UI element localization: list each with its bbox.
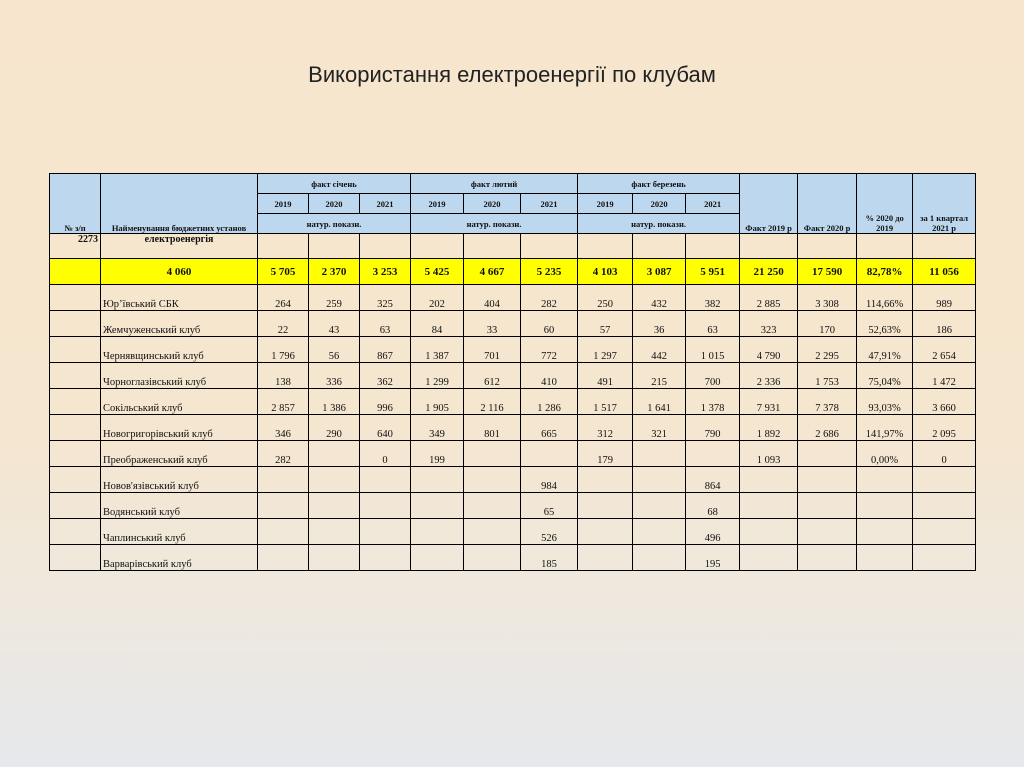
value-cell (258, 545, 309, 571)
value-cell (740, 545, 798, 571)
value-cell (740, 467, 798, 493)
value-cell: 984 (521, 467, 578, 493)
value-cell: 195 (686, 545, 740, 571)
table-row (50, 285, 976, 311)
row-number-cell (50, 363, 101, 389)
value-cell: 701 (464, 337, 521, 363)
value-cell (258, 519, 309, 545)
value-cell (360, 493, 411, 519)
value-cell: 2 336 (740, 363, 798, 389)
value-cell: 1 517 (578, 389, 633, 415)
value-cell: 612 (464, 363, 521, 389)
value-cell: 60 (521, 311, 578, 337)
value-cell (411, 467, 464, 493)
value-cell: 1 015 (686, 337, 740, 363)
value-cell: 36 (633, 311, 686, 337)
value-cell: 68 (686, 493, 740, 519)
value-cell: 321 (633, 415, 686, 441)
club-name: Юр’ївський СБК (101, 285, 258, 311)
club-name: Сокільський клуб (101, 389, 258, 415)
value-cell (464, 467, 521, 493)
value-cell (857, 545, 913, 571)
total-cell: 17 590 (798, 259, 857, 285)
value-cell: 362 (360, 363, 411, 389)
value-cell: 442 (633, 337, 686, 363)
header-month-mar: факт березень (578, 174, 740, 194)
value-cell: 43 (309, 311, 360, 337)
total-cell: 4 667 (464, 259, 521, 285)
header-num: № з/п (50, 174, 101, 234)
value-cell: 47,91% (857, 337, 913, 363)
row-number-cell (50, 389, 101, 415)
row-number-cell (50, 415, 101, 441)
value-cell: 52,63% (857, 311, 913, 337)
value-cell: 170 (798, 311, 857, 337)
value-cell: 199 (411, 441, 464, 467)
value-cell (798, 545, 857, 571)
table-row (50, 493, 976, 519)
value-cell: 215 (633, 363, 686, 389)
value-cell: 640 (360, 415, 411, 441)
value-cell: 185 (521, 545, 578, 571)
value-cell: 864 (686, 467, 740, 493)
value-cell (633, 519, 686, 545)
club-name: Водянський клуб (101, 493, 258, 519)
row-number-cell (50, 493, 101, 519)
value-cell (258, 493, 309, 519)
totals-row (50, 259, 976, 285)
value-cell: 57 (578, 311, 633, 337)
total-cell: 21 250 (740, 259, 798, 285)
value-cell (309, 441, 360, 467)
value-cell (913, 493, 976, 519)
header-year: 2020 (464, 194, 521, 214)
club-name: Новогригорівський клуб (101, 415, 258, 441)
value-cell: 665 (521, 415, 578, 441)
value-cell: 382 (686, 285, 740, 311)
slide-title: Використання електроенергії по клубам (308, 62, 716, 87)
value-cell (913, 467, 976, 493)
row-number-cell (50, 337, 101, 363)
table-row (50, 545, 976, 571)
total-cell: 2 370 (309, 259, 360, 285)
value-cell: 1 297 (578, 337, 633, 363)
value-cell: 312 (578, 415, 633, 441)
value-cell (578, 493, 633, 519)
value-cell: 772 (521, 337, 578, 363)
value-cell (309, 493, 360, 519)
value-cell: 323 (740, 311, 798, 337)
value-cell (411, 493, 464, 519)
value-cell: 790 (686, 415, 740, 441)
value-cell (360, 545, 411, 571)
value-cell (633, 467, 686, 493)
value-cell: 282 (521, 285, 578, 311)
value-cell (740, 519, 798, 545)
header-percent: % 2020 до 2019 (857, 174, 913, 234)
value-cell: 1 299 (411, 363, 464, 389)
value-cell (360, 467, 411, 493)
value-cell: 93,03% (857, 389, 913, 415)
value-cell: 0 (360, 441, 411, 467)
value-cell: 56 (309, 337, 360, 363)
value-cell (464, 493, 521, 519)
value-cell: 0,00% (857, 441, 913, 467)
total-cell: 5 705 (258, 259, 309, 285)
table-row (50, 415, 976, 441)
value-cell: 7 378 (798, 389, 857, 415)
total-cell: 4 060 (101, 259, 258, 285)
value-cell: 432 (633, 285, 686, 311)
value-cell: 138 (258, 363, 309, 389)
value-cell: 7 931 (740, 389, 798, 415)
value-cell (360, 519, 411, 545)
value-cell: 114,66% (857, 285, 913, 311)
table-row (50, 519, 976, 545)
table-row (50, 311, 976, 337)
value-cell: 496 (686, 519, 740, 545)
club-name: Новов'язівський клуб (101, 467, 258, 493)
club-name: Варварівський клуб (101, 545, 258, 571)
value-cell (464, 441, 521, 467)
row-number-cell (50, 519, 101, 545)
value-cell (633, 441, 686, 467)
value-cell: 404 (464, 285, 521, 311)
value-cell (857, 493, 913, 519)
value-cell: 349 (411, 415, 464, 441)
header-row-months (50, 174, 976, 194)
value-cell: 186 (913, 311, 976, 337)
value-cell (578, 545, 633, 571)
header-month-feb: факт лютий (411, 174, 578, 194)
value-cell: 526 (521, 519, 578, 545)
value-cell (464, 519, 521, 545)
value-cell (578, 467, 633, 493)
category-code: 2273 (50, 234, 101, 259)
row-number-cell (50, 311, 101, 337)
header-year: 2021 (521, 194, 578, 214)
row-number-cell (50, 441, 101, 467)
value-cell (578, 519, 633, 545)
value-cell: 2 654 (913, 337, 976, 363)
value-cell: 1 472 (913, 363, 976, 389)
value-cell: 3 660 (913, 389, 976, 415)
value-cell: 2 095 (913, 415, 976, 441)
value-cell: 84 (411, 311, 464, 337)
total-cell: 5 951 (686, 259, 740, 285)
value-cell: 141,97% (857, 415, 913, 441)
total-cell: 11 056 (913, 259, 976, 285)
value-cell: 290 (309, 415, 360, 441)
header-year: 2019 (258, 194, 309, 214)
value-cell: 410 (521, 363, 578, 389)
value-cell: 63 (686, 311, 740, 337)
header-year: 2019 (411, 194, 464, 214)
total-cell: 82,78% (857, 259, 913, 285)
value-cell (411, 519, 464, 545)
value-cell: 250 (578, 285, 633, 311)
value-cell: 1 386 (309, 389, 360, 415)
row-number-cell (50, 467, 101, 493)
value-cell: 336 (309, 363, 360, 389)
value-cell (740, 493, 798, 519)
header-year: 2021 (686, 194, 740, 214)
value-cell: 325 (360, 285, 411, 311)
value-cell: 491 (578, 363, 633, 389)
header-q1-2021: за 1 квартал 2021 р (913, 174, 976, 234)
header-month-jan: факт січень (258, 174, 411, 194)
value-cell: 4 790 (740, 337, 798, 363)
club-name: Жемчуженський клуб (101, 311, 258, 337)
value-cell (411, 545, 464, 571)
value-cell: 259 (309, 285, 360, 311)
value-cell: 2 295 (798, 337, 857, 363)
total-cell: 3 087 (633, 259, 686, 285)
header-fact-2019: Факт 2019 р (740, 174, 798, 234)
table-row (50, 363, 976, 389)
value-cell: 0 (913, 441, 976, 467)
value-cell (913, 519, 976, 545)
table-row (50, 441, 976, 467)
value-cell: 33 (464, 311, 521, 337)
value-cell: 989 (913, 285, 976, 311)
header-year: 2020 (309, 194, 360, 214)
value-cell (857, 467, 913, 493)
value-cell (686, 441, 740, 467)
value-cell (798, 441, 857, 467)
value-cell: 1 892 (740, 415, 798, 441)
value-cell: 2 857 (258, 389, 309, 415)
value-cell: 700 (686, 363, 740, 389)
header-year: 2019 (578, 194, 633, 214)
value-cell: 1 387 (411, 337, 464, 363)
value-cell: 996 (360, 389, 411, 415)
total-cell: 4 103 (578, 259, 633, 285)
value-cell: 1 796 (258, 337, 309, 363)
value-cell: 22 (258, 311, 309, 337)
electricity-usage-table (49, 173, 976, 571)
value-cell (798, 519, 857, 545)
category-name: електроенергія (101, 234, 258, 259)
value-cell: 2 116 (464, 389, 521, 415)
value-cell (309, 519, 360, 545)
value-cell: 179 (578, 441, 633, 467)
header-year: 2020 (633, 194, 686, 214)
value-cell (633, 493, 686, 519)
value-cell (913, 545, 976, 571)
total-cell: 3 253 (360, 259, 411, 285)
club-name: Чаплинський клуб (101, 519, 258, 545)
value-cell: 1 378 (686, 389, 740, 415)
table-row (50, 467, 976, 493)
value-cell: 1 905 (411, 389, 464, 415)
value-cell (798, 467, 857, 493)
table-row (50, 337, 976, 363)
header-unit: натур. показн. (578, 214, 740, 234)
row-number-cell (50, 285, 101, 311)
club-name: Чорноглазівський клуб (101, 363, 258, 389)
value-cell: 1 641 (633, 389, 686, 415)
value-cell: 867 (360, 337, 411, 363)
table-row (50, 389, 976, 415)
value-cell: 1 093 (740, 441, 798, 467)
value-cell: 65 (521, 493, 578, 519)
value-cell: 2 885 (740, 285, 798, 311)
value-cell (798, 493, 857, 519)
value-cell: 1 286 (521, 389, 578, 415)
value-cell (633, 545, 686, 571)
value-cell (309, 467, 360, 493)
value-cell: 2 686 (798, 415, 857, 441)
club-name: Чернявщинський клуб (101, 337, 258, 363)
value-cell: 1 753 (798, 363, 857, 389)
total-cell: 5 425 (411, 259, 464, 285)
header-unit: натур. показн. (258, 214, 411, 234)
value-cell: 264 (258, 285, 309, 311)
value-cell: 801 (464, 415, 521, 441)
value-cell (464, 545, 521, 571)
value-cell: 282 (258, 441, 309, 467)
total-cell: 5 235 (521, 259, 578, 285)
value-cell: 75,04% (857, 363, 913, 389)
category-row (50, 234, 976, 259)
value-cell (309, 545, 360, 571)
header-fact-2020: Факт 2020 р (798, 174, 857, 234)
value-cell (258, 467, 309, 493)
header-year: 2021 (360, 194, 411, 214)
value-cell: 202 (411, 285, 464, 311)
value-cell (857, 519, 913, 545)
header-unit: натур. показн. (411, 214, 578, 234)
club-name: Преображенський клуб (101, 441, 258, 467)
row-number-cell (50, 545, 101, 571)
value-cell: 346 (258, 415, 309, 441)
header-name: Найменування бюджетних установ (101, 174, 258, 234)
value-cell: 63 (360, 311, 411, 337)
value-cell: 3 308 (798, 285, 857, 311)
value-cell (521, 441, 578, 467)
